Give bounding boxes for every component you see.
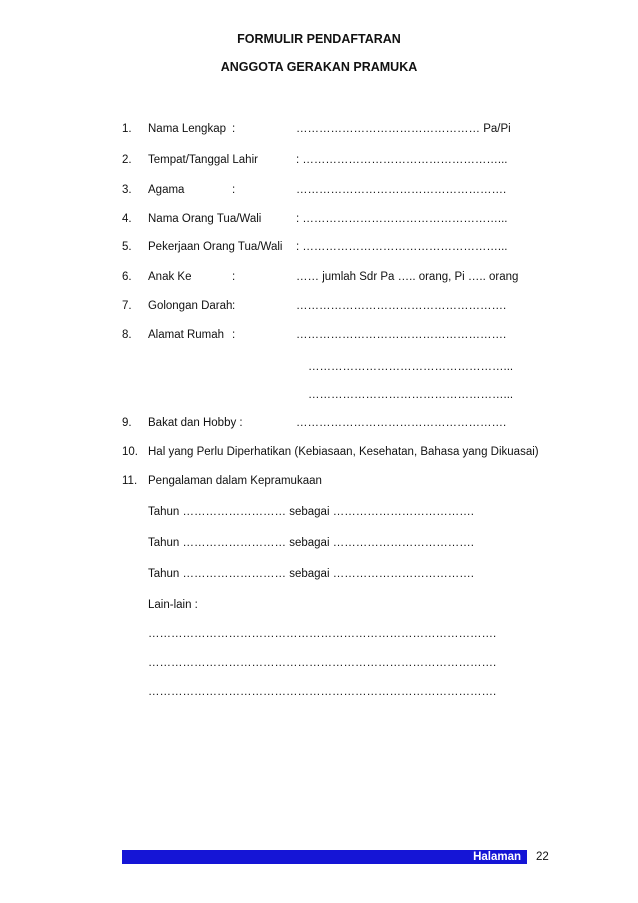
field-label: Nama Lengkap	[148, 123, 226, 135]
field-colon: :	[232, 123, 236, 135]
field-label: Bakat dan Hobby :	[148, 417, 243, 429]
field-value-dots: ……………………………………………….	[296, 417, 507, 429]
field-number: 7.	[122, 300, 132, 312]
page-number: 22	[536, 851, 549, 863]
footer-bar	[122, 850, 527, 864]
lain-lain-line: ……………………………………………………………………………….	[148, 686, 497, 698]
form-title-line2: ANGGOTA GERAKAN PRAMUKA	[220, 60, 418, 74]
field-number: 1.	[122, 123, 132, 135]
field-colon: :	[232, 329, 236, 341]
field-value-dots: ……………………………………………….	[296, 329, 507, 341]
address-extra-line: ……………………………………………...	[308, 389, 514, 401]
field-number: 2.	[122, 154, 132, 166]
lain-lain-label: Lain-lain :	[148, 599, 198, 611]
field-value-dots: : ……………………………………………...	[296, 213, 508, 225]
lain-lain-line: ……………………………………………………………………………….	[148, 628, 497, 640]
field-value-dots: : ……………………………………………...	[296, 241, 508, 253]
field-number: 6.	[122, 271, 132, 283]
field-label: Anak Ke	[148, 271, 192, 283]
field-label: Hal yang Perlu Diperhatikan (Kebiasaan, Kesehatan, Bahasa yang Dikuasai)	[148, 446, 539, 458]
field-label: Tempat/Tanggal Lahir	[148, 154, 258, 166]
field-value-dots: …… jumlah Sdr Pa ….. orang, Pi ….. orang	[296, 271, 519, 283]
address-extra-line: ……………………………………………...	[308, 361, 514, 373]
field-colon: :	[232, 300, 236, 312]
field-label: Pekerjaan Orang Tua/Wali	[148, 241, 283, 253]
field-number: 10.	[122, 446, 138, 458]
field-value-dots: ………………………………………… Pa/Pi	[296, 123, 511, 135]
field-label: Nama Orang Tua/Wali	[148, 213, 262, 225]
field-number: 4.	[122, 213, 132, 225]
field-label: Golongan Darah	[148, 300, 233, 312]
form-title-line1: FORMULIR PENDAFTARAN	[237, 32, 401, 46]
field-colon: :	[232, 184, 236, 196]
field-number: 8.	[122, 329, 132, 341]
field-label: Pengalaman dalam Kepramukaan	[148, 475, 322, 487]
field-number: 11.	[122, 475, 138, 487]
experience-line: Tahun ……………………… sebagai ……………………………….	[148, 506, 474, 518]
field-value-dots: : ……………………………………………...	[296, 154, 508, 166]
field-number: 3.	[122, 184, 132, 196]
field-colon: :	[232, 271, 236, 283]
field-value-dots: ……………………………………………….	[296, 184, 507, 196]
field-label: Agama	[148, 184, 185, 196]
field-number: 9.	[122, 417, 132, 429]
experience-line: Tahun ……………………… sebagai ……………………………….	[148, 537, 474, 549]
field-label: Alamat Rumah	[148, 329, 225, 341]
field-number: 5.	[122, 241, 132, 253]
experience-line: Tahun ……………………… sebagai ……………………………….	[148, 568, 474, 580]
footer-page-label: Halaman	[473, 851, 521, 863]
lain-lain-line: ……………………………………………………………………………….	[148, 657, 497, 669]
field-value-dots: ……………………………………………….	[296, 300, 507, 312]
